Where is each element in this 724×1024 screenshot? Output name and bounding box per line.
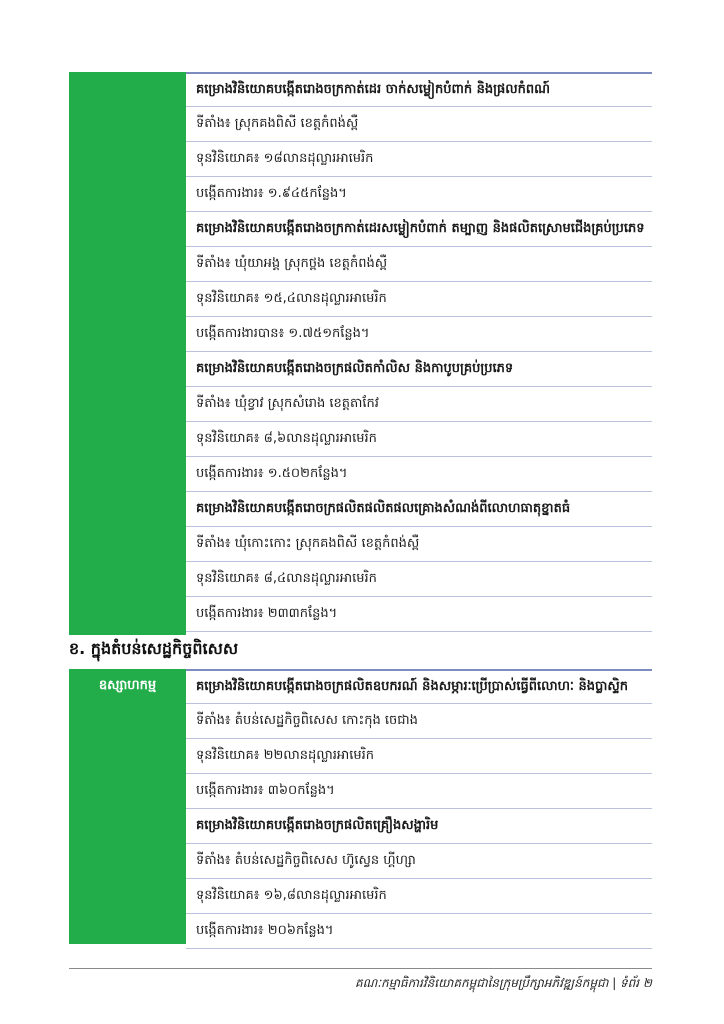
location-row: ទីតាំង៖ តំបន់សេដ្ឋកិច្ចពិសេស ហ៊ូស្វេន ហ្គីហ្សា xyxy=(186,844,652,879)
project-title-row: គម្រោងវិនិយោគបង្កើតរោងចក្រកាត់ដេរសម្លៀកបំពាក់ តម្បាញ និងផលិតស្រោមជើងគ្រប់ប្រភេទ xyxy=(186,212,652,247)
investment-row: ទុនវិនិយោគ៖ ៨,៤លានដុល្លារអាមេរិក xyxy=(186,562,652,597)
investment-row: ទុនវិនិយោគ៖ ១៦,៨លានដុល្លារអាមេរិក xyxy=(186,879,652,914)
footer-text: គណៈកម្មាធិការវិនិយោគកម្ពុជានៃក្រុមប្រឹក្សាអភិវឌ្ឍន៍កម្ពុជា | ទំព័រ ២ xyxy=(355,976,652,990)
footer-divider xyxy=(69,968,652,969)
location-row: ទីតាំង៖ ឃុំខ្វាវ ស្រុកសំរោង ខេត្តតាកែវ xyxy=(186,387,652,422)
section1-project-table xyxy=(186,72,652,632)
category-label: ឧស្សាហកម្ម xyxy=(98,678,157,693)
project-title-row: គម្រោងវិនិយោគបង្កើតរោងចក្រផលិតឧបករណ៍ និងសម្ភារៈប្រើប្រាស់ធ្វើពីលោហៈ និងប្លាស្ទិក xyxy=(186,669,652,704)
investment-row: ទុនវិនិយោគ៖ ១៥,៤លានដុល្លារអាមេរិក xyxy=(186,282,652,317)
project-title-row: គម្រោងវិនិយោគបង្កើតរោងចក្រផលិតគ្រឿងសង្ហារិម xyxy=(186,809,652,844)
jobs-row: បង្កើតការងារ៖ ១.៩៤៥កន្លែង។ xyxy=(186,177,652,212)
investment-row: ទុនវិនិយោគ៖ ២២លានដុល្លារអាមេរិក xyxy=(186,739,652,774)
investment-row: ទុនវិនិយោគ៖ ៨,៦លានដុល្លារអាមេរិក xyxy=(186,422,652,457)
project-title-row: គម្រោងវិនិយោគបង្កើតរោចក្រផលិតផលិតផលគ្រោងសំណង់ពីលោហធាតុខ្នាតធំ xyxy=(186,492,652,527)
jobs-row: បង្កើតការងារ៖ ១.៥០២កន្លែង។ xyxy=(186,457,652,492)
location-row: ទីតាំង៖ ឃុំកោះកោះ ស្រុកគងពិសី ខេត្តកំពង់ស្ពឺ xyxy=(186,527,652,562)
section1-category-band xyxy=(69,72,186,635)
location-row: ទីតាំង៖ ស្រុកគងពិសី ខេត្តកំពង់ស្ពឺ xyxy=(186,107,652,142)
location-row: ទីតាំង៖ ឃុំយាអង្គ ស្រុកថ្ពង ខេត្តកំពង់ស្ពឺ xyxy=(186,247,652,282)
investment-row: ទុនវិនិយោគ៖ ១៨លានដុល្លារអាមេរិក xyxy=(186,142,652,177)
jobs-row: បង្កើតការងារ៖ ២០៦កន្លែង។ xyxy=(186,914,652,949)
jobs-row: បង្កើតការងារ៖ ២៣៣កន្លែង។ xyxy=(186,597,652,632)
jobs-row: បង្កើតការងារ៖ ៣៦០កន្លែង។ xyxy=(186,774,652,809)
project-title-row: គម្រោងវិនិយោគបង្កើតរោងចក្រកាត់ដេរ ចាក់សម្លៀកបំពាក់ និងផ្រលកំពណ៍ xyxy=(186,72,652,107)
location-row: ទីតាំង៖ តំបន់សេដ្ឋកិច្ចពិសេស កោះកុង ចេជាង xyxy=(186,704,652,739)
section2-heading: ខ. ក្នុងតំបន់សេដ្ឋកិច្ចពិសេស xyxy=(69,639,239,658)
jobs-row: បង្កើតការងារបាន៖ ១.៧៥១កន្លែង។ xyxy=(186,317,652,352)
section2-category-band xyxy=(69,669,186,944)
section2-project-table xyxy=(186,669,652,949)
project-title-row: គម្រោងវិនិយោគបង្កើតរោងចក្រផលិតកាំលិស និងកាបូបគ្រប់ប្រភេទ xyxy=(186,352,652,387)
